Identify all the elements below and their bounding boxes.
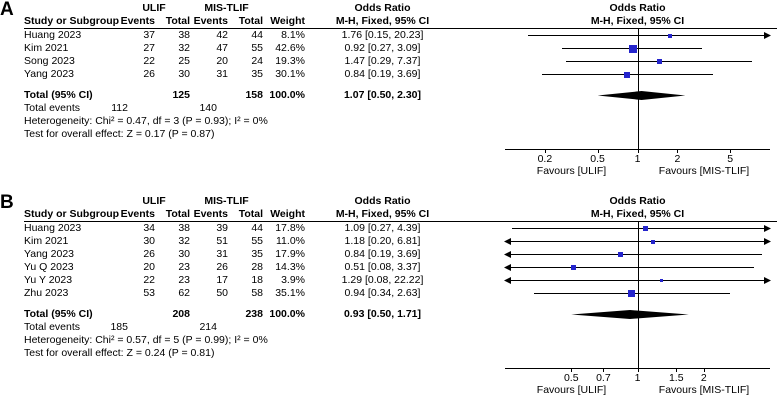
ci-text: 1.47 [0.29, 7.37]: [344, 55, 421, 67]
group1-label: ULIF: [142, 2, 166, 14]
study-name: Zhu 2023: [24, 287, 69, 299]
ci-text: 0.84 [0.19, 3.69]: [344, 68, 421, 80]
total1-value: 38: [178, 29, 190, 41]
study-name: Kim 2021: [24, 235, 69, 247]
or-square: [657, 59, 662, 64]
events2-col-header: Events: [193, 208, 228, 220]
total1-value: 23: [178, 261, 190, 273]
ci-text: 1.76 [0.15, 20.23]: [341, 29, 424, 41]
total2-value: 55: [251, 235, 263, 247]
axis-tick-label: 0.5: [563, 372, 579, 384]
ci-text: 1.09 [0.27, 4.39]: [344, 222, 421, 234]
events1-value: 27: [143, 42, 155, 54]
favours-left-label: Favours [ULIF]: [536, 165, 607, 177]
events2-value: 31: [216, 248, 228, 260]
total-events1: 112: [111, 102, 128, 114]
total2-col-header: Total: [238, 15, 263, 27]
total2-sum: 238: [245, 308, 263, 320]
weight-value: 30.1%: [275, 68, 305, 80]
weight-value: 3.9%: [281, 274, 305, 286]
group2-label: MIS-TLIF: [204, 195, 249, 207]
total1-value: 30: [178, 248, 190, 260]
total-label: Total (95% CI): [24, 308, 93, 320]
group1-label: ULIF: [142, 195, 166, 207]
heterogeneity-text: Heterogeneity: Chi² = 0.47, df = 3 (P = 0.93); I² = 0%: [24, 115, 268, 127]
weight-value: 42.6%: [275, 42, 305, 54]
events2-col-header: Events: [193, 15, 228, 27]
events2-value: 42: [216, 29, 228, 41]
total-events1: 185: [110, 321, 128, 333]
total1-value: 62: [178, 287, 190, 299]
weight-value: 19.3%: [275, 55, 305, 67]
weight-value: 14.3%: [275, 261, 305, 273]
total1-col-header: Total: [165, 208, 190, 220]
total-events-row: [0, 102, 777, 115]
study-name: Song 2023: [24, 55, 75, 67]
ci-text: 0.84 [0.19, 3.69]: [344, 248, 421, 260]
total-weight: 100.0%: [269, 89, 305, 101]
total1-value: 25: [178, 55, 190, 67]
axis-tick-label: 0.5: [590, 153, 605, 165]
axis-tick-label: 1: [634, 153, 641, 165]
or-title: Odds Ratio: [354, 2, 411, 14]
axis-tick-label: 0.2: [537, 153, 553, 165]
total-events-label: Total events: [24, 321, 81, 333]
header-columns-row: [0, 15, 777, 28]
total1-sum: 125: [172, 89, 190, 101]
total2-value: 18: [251, 274, 263, 286]
ci-line: [505, 267, 754, 268]
total2-col-header: Total: [238, 208, 263, 220]
events1-value: 34: [143, 222, 155, 234]
study-name: Yu Q 2023: [24, 261, 74, 273]
total1-value: 32: [178, 235, 190, 247]
total-events-label: Total events: [24, 102, 81, 114]
axis-tick-label: 2: [700, 372, 707, 384]
or-square: [643, 226, 648, 231]
events2-value: 47: [216, 42, 228, 54]
weight-value: 35.1%: [275, 287, 305, 299]
study-name: Kim 2021: [24, 42, 69, 54]
panel-a-label: A: [0, 0, 14, 20]
study-col-header: Study or Subgroup: [24, 15, 120, 27]
header-columns-row: [0, 208, 777, 221]
events1-value: 22: [143, 274, 155, 286]
heterogeneity-row: [0, 115, 777, 128]
mh-col-header: M-H, Fixed, 95% CI: [335, 208, 430, 220]
axis-tick-label: 2: [674, 153, 681, 165]
weight-value: 8.1%: [281, 29, 305, 41]
axis-tick-label: 1.5: [668, 372, 684, 384]
ci-text: 1.18 [0.20, 6.81]: [344, 235, 421, 247]
panel-b-label: B: [0, 192, 14, 213]
study-name: Yang 2023: [24, 68, 75, 80]
total1-value: 32: [178, 42, 190, 54]
events2-value: 50: [216, 287, 228, 299]
total-ci-text: 0.93 [0.50, 1.71]: [343, 308, 422, 320]
total2-value: 44: [251, 29, 263, 41]
ci-text: 0.94 [0.34, 2.63]: [344, 287, 421, 299]
events2-value: 51: [216, 235, 228, 247]
study-name: Yang 2023: [24, 248, 75, 260]
plot-mh-header: M-H, Fixed, 95% CI: [590, 15, 685, 27]
total2-value: 58: [251, 287, 263, 299]
events2-value: 17: [216, 274, 228, 286]
panel-a: [0, 2, 777, 192]
total2-sum: 158: [245, 89, 263, 101]
axis-tick-label: 1: [634, 372, 641, 384]
or-square: [660, 279, 663, 282]
total1-value: 38: [178, 222, 190, 234]
favours-left-label: Favours [ULIF]: [536, 384, 607, 396]
or-square: [651, 240, 655, 244]
events2-value: 20: [216, 55, 228, 67]
events2-value: 26: [216, 261, 228, 273]
events1-value: 26: [143, 248, 155, 260]
ci-text: 0.92 [0.27, 3.09]: [344, 42, 421, 54]
overall-effect-row: [0, 347, 777, 360]
study-col-header: Study or Subgroup: [24, 208, 120, 220]
overall-effect-row: [0, 128, 777, 141]
total2-value: 28: [251, 261, 263, 273]
events2-value: 31: [216, 68, 228, 80]
ci-line: [512, 228, 770, 229]
or-square: [571, 265, 576, 270]
group2-label: MIS-TLIF: [204, 2, 249, 14]
total-ci-text: 1.07 [0.50, 2.30]: [343, 89, 422, 101]
events1-value: 30: [143, 235, 155, 247]
plot-or-title: Odds Ratio: [609, 2, 666, 14]
ci-line: [505, 241, 770, 242]
ci-text: 0.51 [0.08, 3.37]: [344, 261, 421, 273]
plot-center-line: [638, 221, 639, 368]
total1-col-header: Total: [165, 15, 190, 27]
ci-text: 1.29 [0.08, 22.22]: [341, 274, 424, 286]
axis-tick-label: 5: [727, 153, 734, 165]
heterogeneity-row: [0, 334, 777, 347]
events1-value: 37: [143, 29, 155, 41]
axis-tick-label: 0.7: [596, 372, 611, 384]
total2-value: 55: [251, 42, 263, 54]
study-name: Yu Y 2023: [24, 274, 73, 286]
events1-value: 20: [143, 261, 155, 273]
or-square: [618, 252, 623, 257]
total2-value: 35: [251, 68, 263, 80]
total2-value: 24: [251, 55, 263, 67]
or-square: [629, 45, 637, 53]
plot-mh-header: M-H, Fixed, 95% CI: [590, 208, 685, 220]
study-name: Huang 2023: [24, 222, 82, 234]
or-square: [668, 34, 672, 38]
ci-line: [505, 254, 762, 255]
overall-effect-text: Test for overall effect: Z = 0.17 (P = 0.87): [24, 128, 215, 140]
weight-col-header: Weight: [270, 208, 305, 220]
total2-value: 35: [251, 248, 263, 260]
events1-value: 22: [143, 55, 155, 67]
total-events2: 140: [199, 102, 217, 114]
mh-col-header: M-H, Fixed, 95% CI: [335, 15, 430, 27]
events1-value: 26: [143, 68, 155, 80]
or-title: Odds Ratio: [354, 195, 411, 207]
or-square: [628, 290, 635, 297]
total-label: Total (95% CI): [24, 89, 93, 101]
total-events2: 214: [199, 321, 217, 333]
total-weight: 100.0%: [269, 308, 305, 320]
total-events-row: [0, 321, 777, 334]
total2-value: 44: [251, 222, 263, 234]
overall-effect-text: Test for overall effect: Z = 0.24 (P = 0.81): [24, 347, 215, 359]
events1-col-header: Events: [120, 208, 155, 220]
events2-value: 39: [216, 222, 228, 234]
favours-right-label: Favours [MIS-TLIF]: [658, 165, 750, 177]
weight-value: 17.9%: [275, 248, 305, 260]
heterogeneity-text: Heterogeneity: Chi² = 0.57, df = 5 (P = 0.99); I² = 0%: [24, 334, 268, 346]
weight-value: 11.0%: [276, 235, 305, 247]
ci-line: [505, 280, 770, 281]
or-square: [624, 72, 630, 78]
plot-center-line: [638, 28, 639, 149]
header-group-row: [0, 2, 777, 15]
weight-col-header: Weight: [270, 15, 305, 27]
total1-value: 30: [178, 68, 190, 80]
events1-col-header: Events: [120, 15, 155, 27]
total1-sum: 208: [172, 308, 190, 320]
favours-right-label: Favours [MIS-TLIF]: [658, 384, 750, 396]
weight-value: 17.8%: [275, 222, 305, 234]
study-name: Huang 2023: [24, 29, 82, 41]
ci-line: [528, 35, 770, 36]
events1-value: 53: [143, 287, 155, 299]
total1-value: 23: [178, 274, 190, 286]
plot-or-title: Odds Ratio: [609, 195, 666, 207]
panel-b: [0, 192, 777, 407]
header-group-row: [0, 195, 777, 208]
